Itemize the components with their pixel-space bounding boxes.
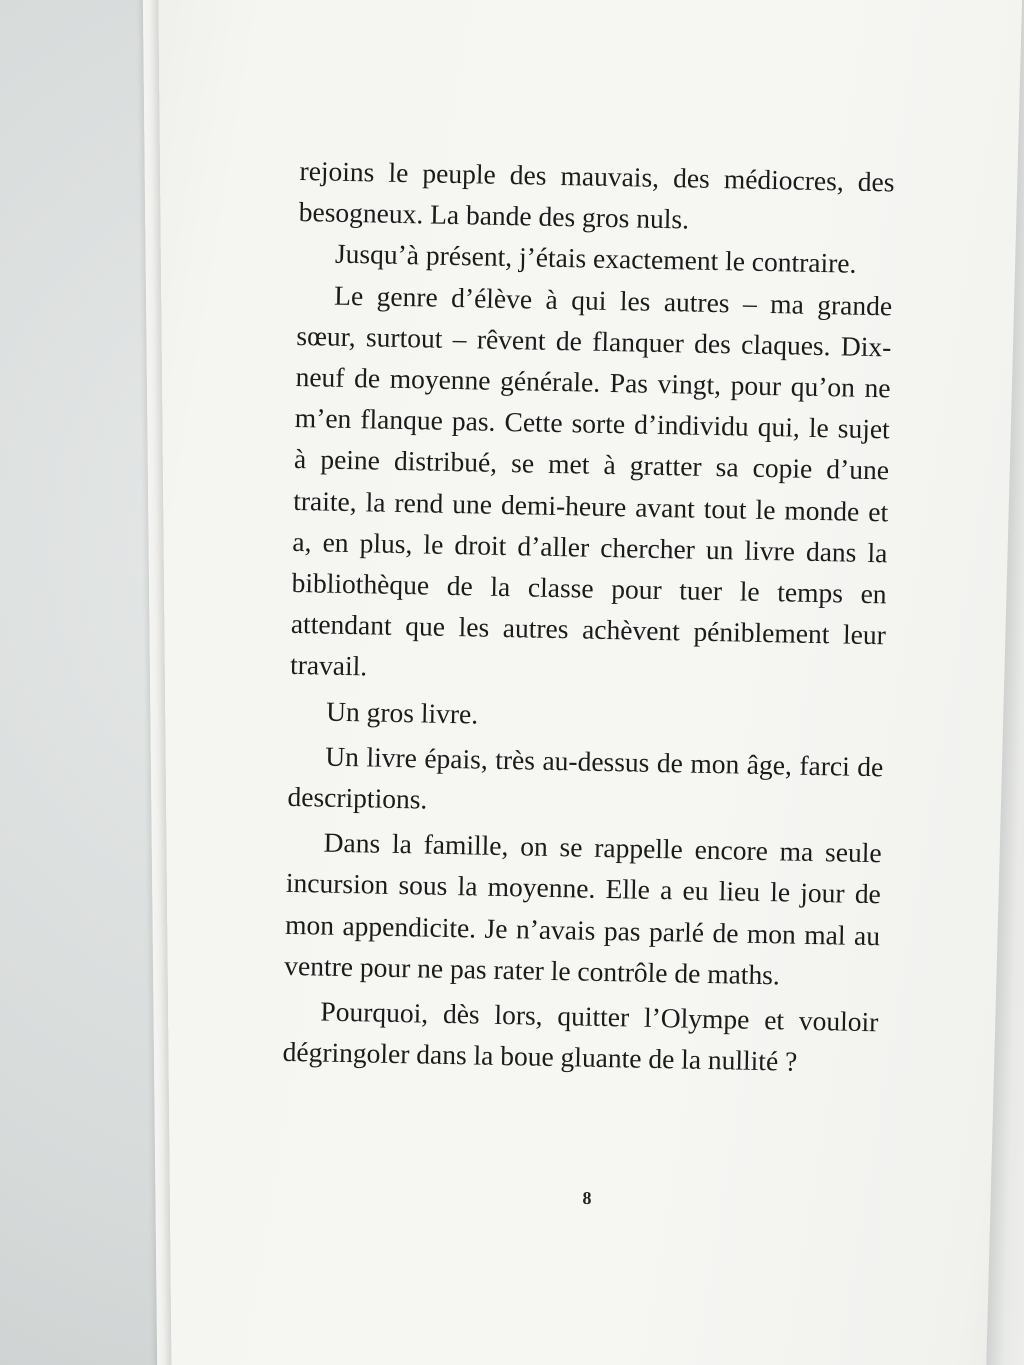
paragraph-4: Un gros livre. — [325, 695, 479, 730]
paragraph-7: Pourquoi, dès lors, quitter l’Olympe et vouloir dégringoler dans la boue gluante de la nullité ? — [282, 995, 879, 1077]
paragraph-3: Le genre d’élève à qui les autres – ma grande sœur, surtout – rêvent de flanquer des claques. Dix-neuf de moyenne générale. Pas vingt, pour qu’on ne m’en flanque pas. Cette sorte d’individu qui, le sujet à peine distribué, se met à gratter sa copie d’une traite, la rend une demi-heure avant tout le monde et a, en plus, le droit d’aller chercher un livre dans la bibliothèque de la classe pour tuer le temps en attendant que les autres achèvent péniblement leur travail. — [289, 279, 893, 682]
paragraph-5: Un livre épais, très au-dessus de mon âge, farci de descriptions. — [287, 740, 884, 815]
page-number: 8 — [582, 1187, 592, 1209]
paragraph-1: rejoins le peuple des mauvais, des médiocres, des besogneux. La bande des gros nuls. — [298, 154, 895, 235]
page-text-block — [282, 150, 895, 1084]
paragraph-2: Jusqu’à présent, j’étais exactement le contraire. — [334, 238, 857, 280]
paragraph-6: Dans la famille, on se rappelle encore ma seule incursion sous la moyenne. Elle a eu lieu le jour de mon appendicite. Je n’avais pas parlé de mon mal au ventre pour ne pas rater le contrôle de maths. — [284, 826, 882, 991]
